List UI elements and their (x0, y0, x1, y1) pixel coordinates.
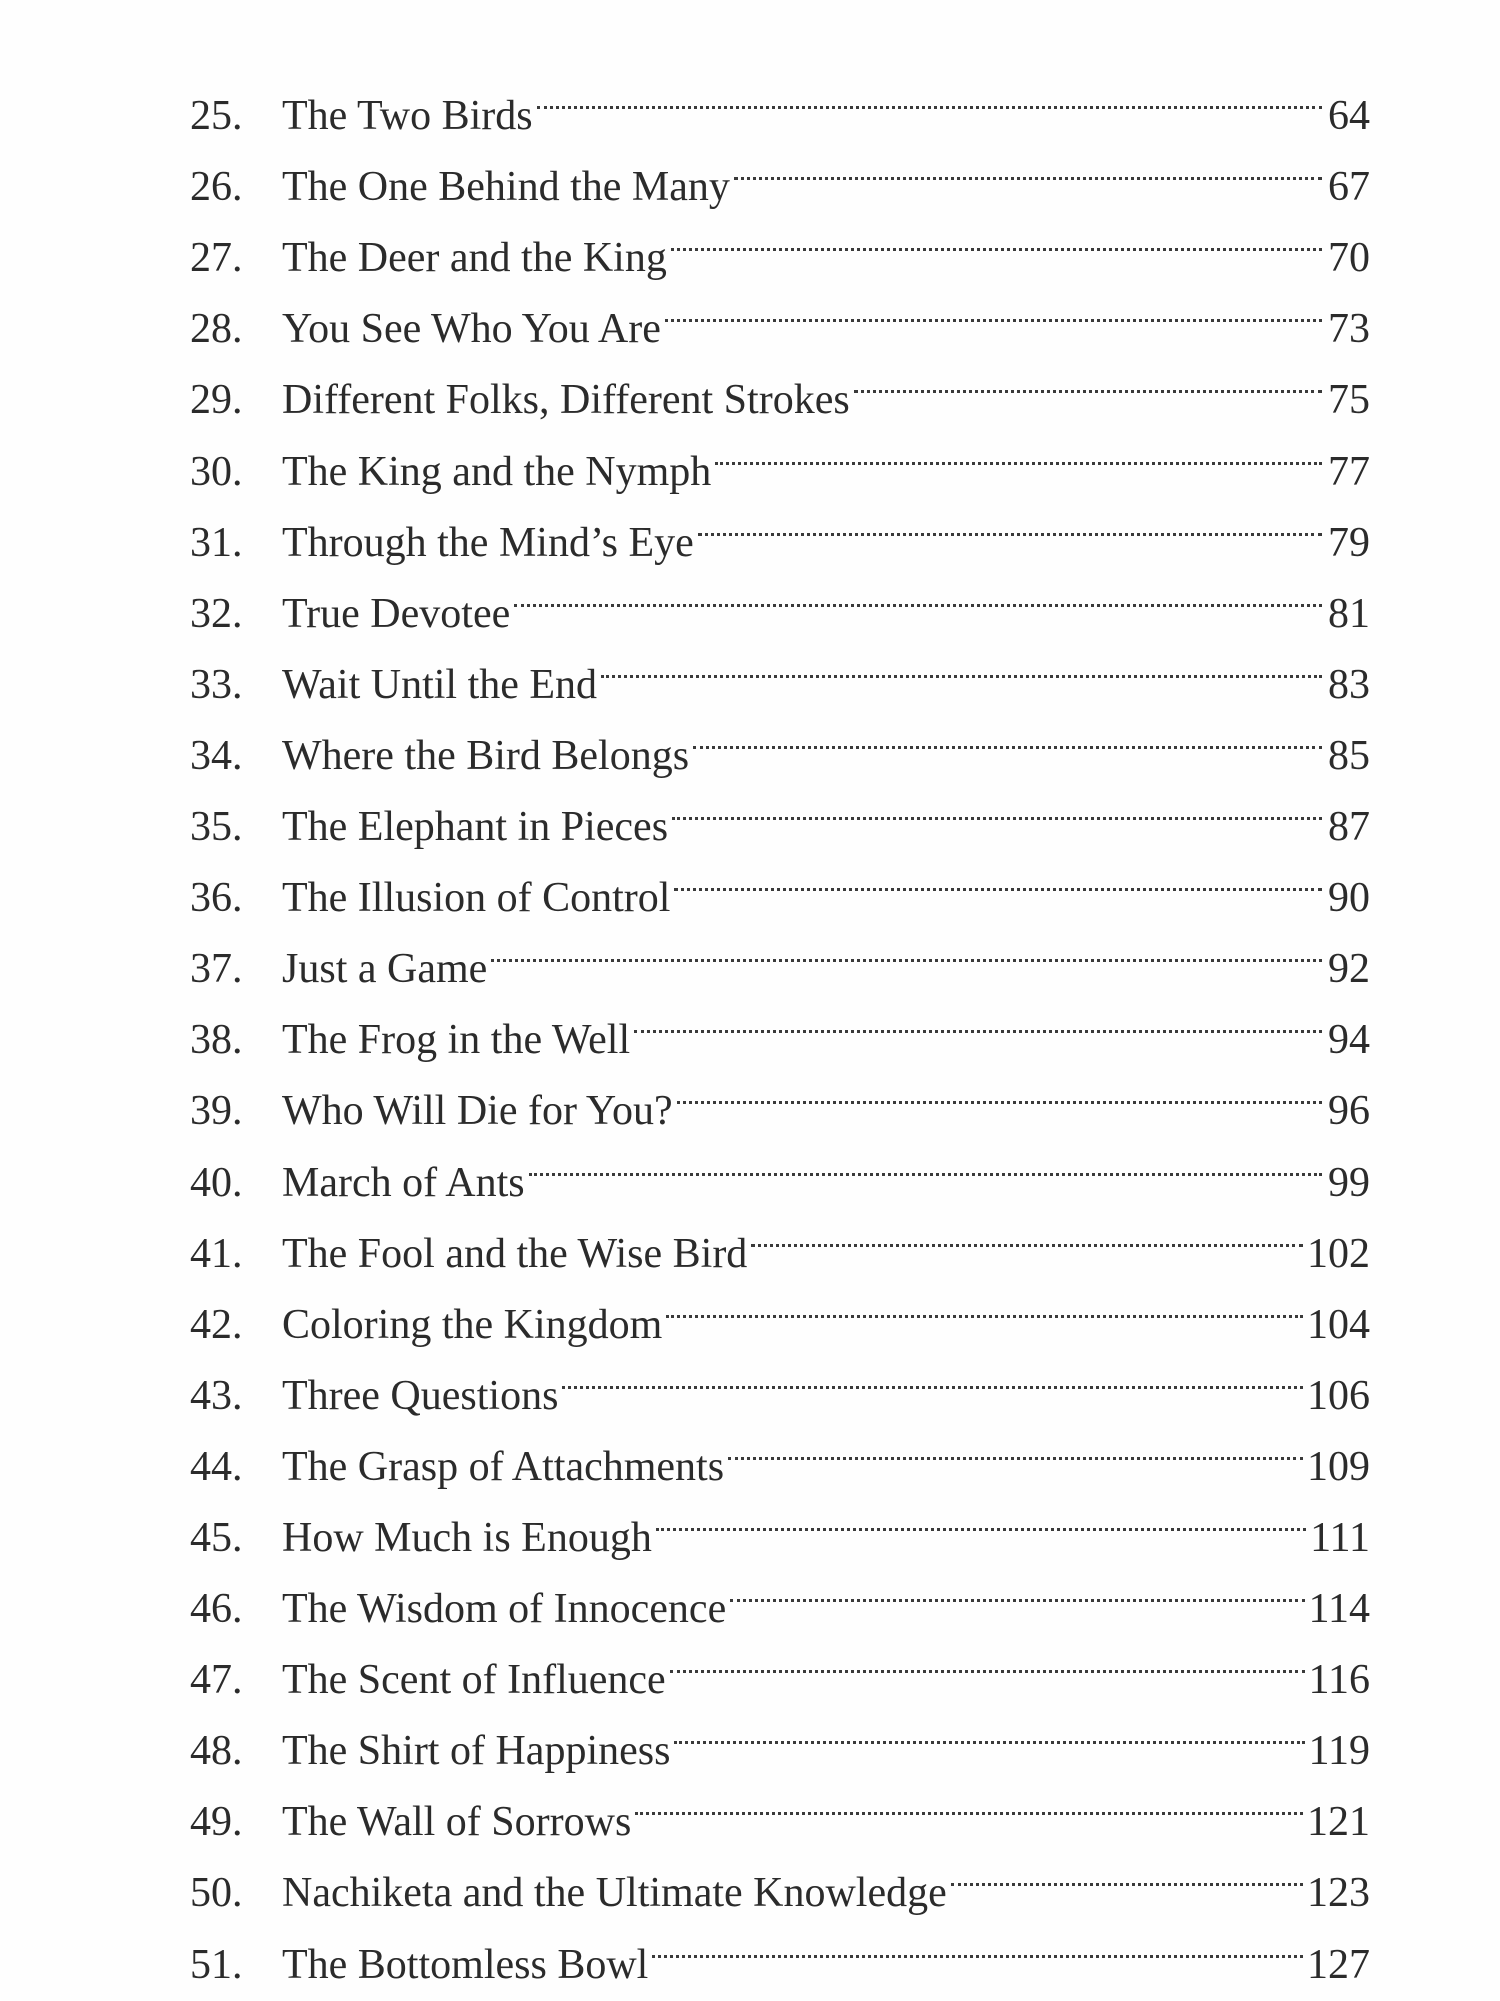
toc-entry-number: 43. (190, 1372, 243, 1419)
dot-leader (715, 413, 1322, 484)
toc-entry-page-number: 102 (1307, 1230, 1370, 1277)
toc-entry-page-number: 79 (1328, 519, 1370, 566)
table-of-contents (190, 58, 1370, 1988)
dot-leader (529, 1124, 1322, 1195)
toc-entry-title: The Wall of Sorrows (282, 1799, 632, 1846)
toc-entry-number: 40. (190, 1159, 243, 1206)
dot-leader (652, 1906, 1303, 1977)
toc-entry-number: 34. (190, 732, 243, 779)
toc-entry-title: The Fool and the Wise Bird (282, 1230, 748, 1277)
toc-entry-title: The Scent of Influence (282, 1657, 666, 1704)
toc-entry-title: Who Will Die for You? (282, 1088, 673, 1135)
toc-entry-number: 30. (190, 448, 243, 495)
toc-entry-page-number: 127 (1307, 1941, 1370, 1988)
toc-entry-title: True Devotee (282, 590, 511, 637)
toc-entry-number: 46. (190, 1586, 243, 1633)
dot-leader (562, 1338, 1303, 1409)
dot-leader (734, 129, 1322, 200)
dot-leader (677, 1053, 1322, 1124)
dot-leader (730, 1551, 1304, 1622)
dot-leader (854, 342, 1322, 413)
toc-entry-page-number: 111 (1310, 1514, 1370, 1561)
toc-entry-title: The King and the Nymph (282, 448, 712, 495)
toc-entry-page-number: 64 (1328, 93, 1370, 140)
toc-entry-title: The Frog in the Well (282, 1017, 631, 1064)
toc-entry-number: 48. (190, 1728, 243, 1775)
dot-leader (672, 769, 1322, 840)
toc-entry-number: 45. (190, 1514, 243, 1561)
dot-leader (635, 1764, 1303, 1835)
toc-entry-title: March of Ants (282, 1159, 525, 1206)
dot-leader (751, 1196, 1303, 1267)
toc-entry-number: 49. (190, 1799, 243, 1846)
toc-entry-page-number: 75 (1328, 377, 1370, 424)
toc-entry-number: 33. (190, 661, 243, 708)
toc-entry-number: 42. (190, 1301, 243, 1348)
toc-entry-page-number: 67 (1328, 164, 1370, 211)
toc-entry-title: Coloring the Kingdom (282, 1301, 663, 1348)
dot-leader (674, 840, 1322, 911)
dot-leader (666, 1267, 1303, 1338)
toc-entry-number: 51. (190, 1941, 243, 1988)
dot-leader (634, 982, 1322, 1053)
toc-entry-page-number: 99 (1328, 1159, 1370, 1206)
toc-entry-number: 38. (190, 1017, 243, 1064)
toc-entry[interactable] (190, 58, 1370, 140)
toc-entry-page-number: 81 (1328, 590, 1370, 637)
toc-entry-page-number: 109 (1307, 1443, 1370, 1490)
toc-entry-title: The Elephant in Pieces (282, 804, 669, 851)
toc-entry-page-number: 123 (1307, 1870, 1370, 1917)
toc-entry-page-number: 106 (1307, 1372, 1370, 1419)
toc-entry-number: 29. (190, 377, 243, 424)
dot-leader (728, 1409, 1303, 1480)
toc-entry-title: How Much is Enough (282, 1514, 652, 1561)
toc-entry-number: 47. (190, 1657, 243, 1704)
toc-entry-page-number: 77 (1328, 448, 1370, 495)
toc-entry-title: Just a Game (282, 946, 488, 993)
dot-leader (698, 485, 1322, 556)
dot-leader (693, 698, 1322, 769)
dot-leader (491, 911, 1322, 982)
toc-entry-page-number: 92 (1328, 946, 1370, 993)
dot-leader (671, 200, 1322, 271)
toc-entry-page-number: 114 (1308, 1586, 1370, 1633)
toc-entry-page-number: 119 (1308, 1728, 1370, 1775)
toc-entry-number: 28. (190, 306, 243, 353)
toc-entry-page-number: 116 (1308, 1657, 1370, 1704)
toc-entry-title: Where the Bird Belongs (282, 732, 690, 779)
dot-leader (951, 1835, 1303, 1906)
toc-entry-title: Through the Mind’s Eye (282, 519, 694, 566)
dot-leader (674, 1693, 1304, 1764)
toc-entry-number: 27. (190, 235, 243, 282)
toc-entry-number: 41. (190, 1230, 243, 1277)
toc-entry-number: 50. (190, 1870, 243, 1917)
toc-entry-title: The Wisdom of Innocence (282, 1586, 727, 1633)
toc-entry-page-number: 96 (1328, 1088, 1370, 1135)
toc-entry-title: Three Questions (282, 1372, 559, 1419)
toc-entry-number: 36. (190, 875, 243, 922)
toc-entry-title: Nachiketa and the Ultimate Knowledge (282, 1870, 947, 1917)
toc-entry-number: 25. (190, 93, 243, 140)
toc-entry-page-number: 94 (1328, 1017, 1370, 1064)
dot-leader (665, 271, 1322, 342)
toc-entry-page-number: 121 (1307, 1799, 1370, 1846)
toc-entry-title: The Shirt of Happiness (282, 1728, 671, 1775)
toc-entry-title: The One Behind the Many (282, 164, 730, 211)
toc-entry-page-number: 87 (1328, 804, 1370, 851)
toc-entry-page-number: 70 (1328, 235, 1370, 282)
toc-entry-page-number: 73 (1328, 306, 1370, 353)
toc-entry-title: The Two Birds (282, 93, 533, 140)
toc-entry-number: 35. (190, 804, 243, 851)
toc-entry-page-number: 90 (1328, 875, 1370, 922)
toc-entry-title: The Grasp of Attachments (282, 1443, 725, 1490)
dot-leader (670, 1622, 1305, 1693)
toc-entry-title: Wait Until the End (282, 661, 598, 708)
toc-entry-page-number: 104 (1307, 1301, 1370, 1348)
dot-leader (514, 556, 1322, 627)
toc-entry-number: 44. (190, 1443, 243, 1490)
toc-entry-title: Different Folks, Different Strokes (282, 377, 850, 424)
dot-leader (601, 627, 1322, 698)
toc-entry-number: 37. (190, 946, 243, 993)
toc-entry-title: You See Who You Are (282, 306, 661, 353)
toc-entry-number: 26. (190, 164, 243, 211)
dot-leader (656, 1480, 1306, 1551)
toc-entry-title: The Deer and the King (282, 235, 667, 282)
toc-entry-title: The Bottomless Bowl (282, 1941, 649, 1988)
dot-leader (537, 58, 1322, 129)
toc-entry-title: The Illusion of Control (282, 875, 671, 922)
toc-entry-page-number: 85 (1328, 732, 1370, 779)
toc-entry-number: 32. (190, 590, 243, 637)
toc-entry-page-number: 83 (1328, 661, 1370, 708)
toc-entry-number: 31. (190, 519, 243, 566)
toc-entry-number: 39. (190, 1088, 243, 1135)
